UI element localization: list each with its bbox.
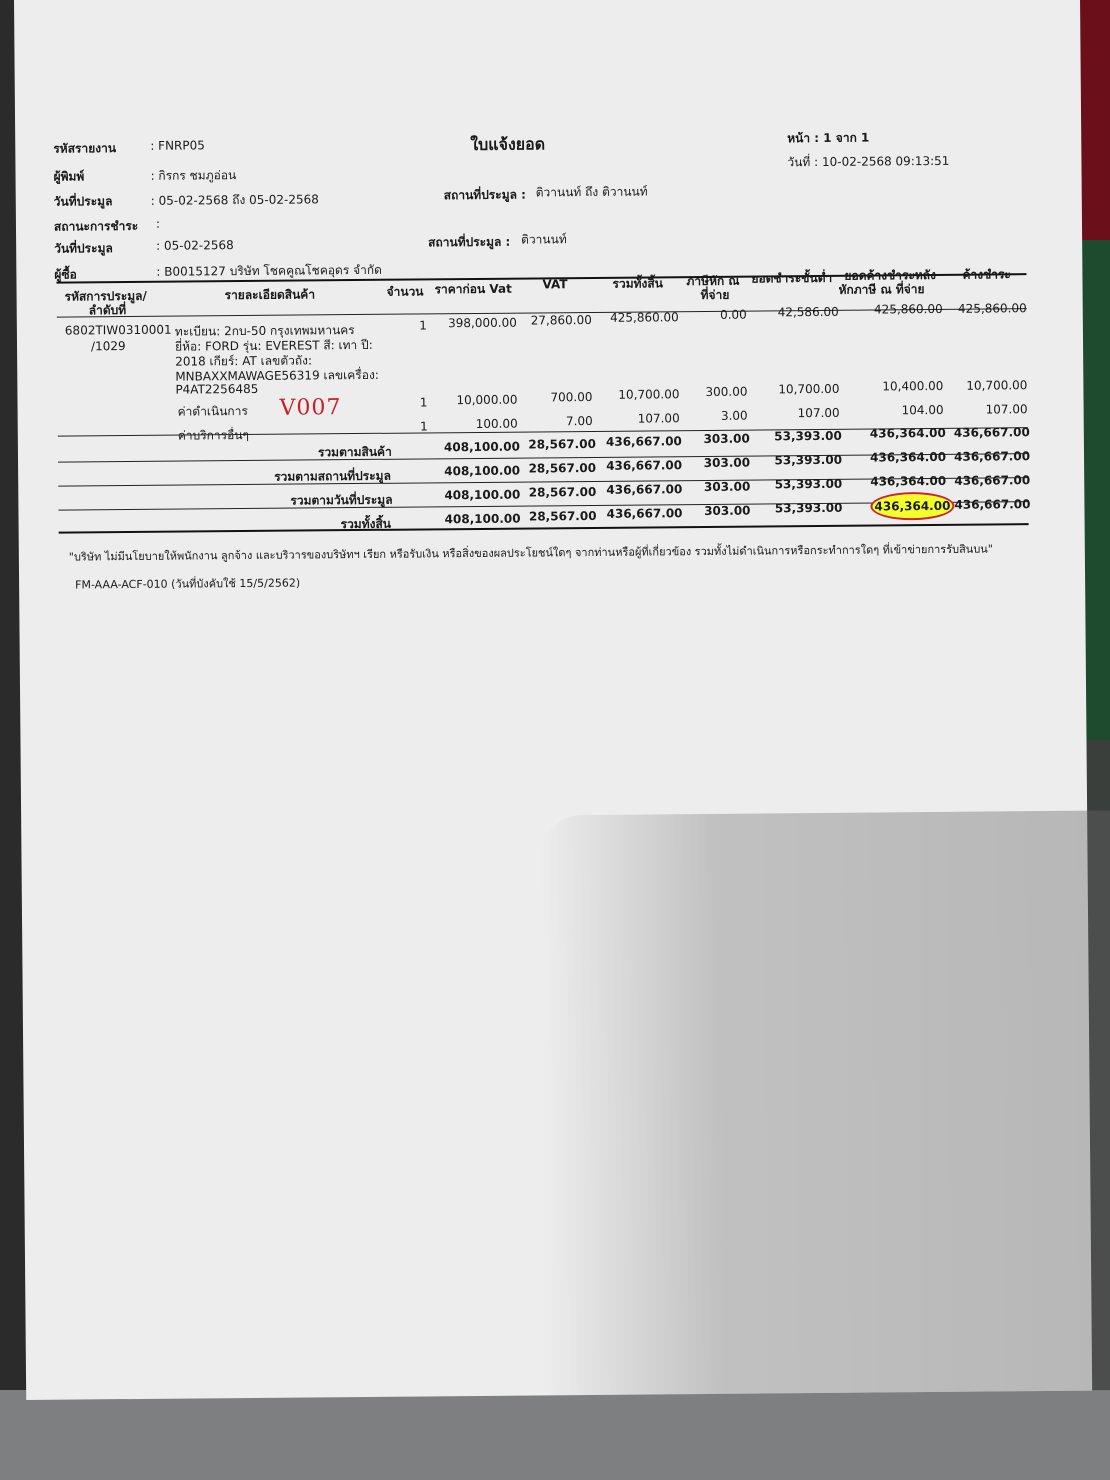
row-qty: 1 — [419, 318, 427, 333]
row-qty: 1 — [420, 419, 428, 434]
page-title: ใบแจ้งยอด — [470, 134, 546, 155]
report-code-label: รหัสรายงาน — [53, 141, 117, 156]
auction-place2-label: สถานที่ประมูล : — [428, 234, 511, 250]
col-outstanding-after-2: หักภาษี ณ ที่จ่าย — [838, 282, 925, 297]
total-vat: 28,567.00 — [528, 484, 597, 500]
shadow — [541, 810, 1110, 1395]
total-outstanding: 436,667.00 — [954, 449, 1031, 464]
total-outstanding-after: 436,364.00 — [870, 449, 947, 465]
total-wht: 303.00 — [703, 455, 751, 470]
total-vat: 28,567.00 — [528, 436, 596, 452]
background-floor — [0, 1390, 1110, 1480]
row-min-pay: 107.00 — [797, 405, 840, 421]
printer-label: ผู้พิมพ์ — [53, 169, 85, 184]
row-qty: 1 — [419, 395, 428, 410]
total-pre-vat: 408,100.00 — [444, 511, 521, 527]
total-min-pay: 53,393.00 — [774, 428, 842, 444]
col-description: รายละเอียดสินค้า — [224, 287, 316, 303]
auction-place2-value: ติวานนท์ — [521, 232, 567, 247]
total-outstanding-after: 436,364.00 — [869, 425, 946, 441]
col-total: รวมทั้งสิ้น — [612, 276, 663, 291]
col-outstanding: ค้างชำระ — [962, 267, 1011, 282]
col-sequence: ลำดับที่ — [88, 303, 127, 318]
auction-place-label: สถานที่ประมูล : — [443, 187, 526, 203]
item-desc-line: MNBAXXMAWAGE56319 เลขเครื่อง: — [175, 367, 379, 384]
total-pre-vat: 408,100.00 — [443, 439, 520, 455]
row-outstanding: 425,860.00 — [957, 301, 1027, 316]
item-desc-line: ทะเบียน: 2กบ-50 กรุงเทพมหานคร — [174, 323, 355, 339]
total-label: รวมตามสถานที่ประมูล — [274, 468, 391, 484]
item-desc-line: 2018 เกียร์: AT เลขตัวถัง: — [175, 353, 313, 369]
col-pre-vat: ราคาก่อน Vat — [434, 281, 512, 297]
highlighted-outstanding-after: 436,364.00 — [870, 492, 954, 521]
col-auction-code: รหัสการประมูล/ — [64, 288, 147, 304]
row-min-pay: 42,586.00 — [777, 304, 839, 320]
disclaimer: "บริษัท ไม่มีนโยบายให้พนักงาน ลูกจ้าง และบริวารของบริษัทฯ เรียก หรือรับเงิน หรือสิ่งของผลประโยชน์ใดๆ จากท่านหรือผู้ที่เกี่ยวข้อง รวมทั้งไม่ดำเนินการหรือกระทำการใดๆ ที่เข้าข่ายการรับสินบน" — [68, 542, 993, 564]
print-date: วันที่ : 10-02-2568 09:13:51 — [787, 153, 950, 170]
payment-status-label: สถานะการชำระ — [53, 218, 139, 234]
item-desc-line: P4AT2256485 — [175, 381, 259, 397]
statement-paper — [14, 0, 1092, 1400]
fee-label: ค่าบริการอื่นๆ — [177, 427, 250, 443]
fee-label: ค่าดำเนินการ — [177, 403, 248, 419]
total-pre-vat: 408,100.00 — [444, 487, 521, 503]
row-pre-vat: 10,000.00 — [456, 392, 518, 408]
form-code: FM-AAA-ACF-010 (วันที่บังคับใช้ 15/5/2562) — [75, 576, 301, 592]
row-outstanding: 10,700.00 — [966, 378, 1028, 393]
auction-date2-value: : 05-02-2568 — [156, 238, 234, 253]
grand-total-label: รวมทั้งสิ้น — [340, 516, 392, 532]
row-total: 10,700.00 — [618, 387, 680, 402]
total-vat: 28,567.00 — [528, 460, 597, 476]
col-min-pay: ยอดชำระขั้นต่ำ — [751, 270, 833, 286]
row-wht: 0.00 — [719, 307, 747, 322]
auction-date-label: วันที่ประมูล — [53, 194, 113, 209]
total-min-pay: 53,393.00 — [774, 476, 843, 492]
total-min-pay: 53,393.00 — [774, 452, 843, 468]
row-outstanding: 107.00 — [985, 402, 1028, 417]
total-outstanding: 436,667.00 — [953, 425, 1030, 440]
row-wht: 300.00 — [705, 384, 748, 399]
col-vat: VAT — [542, 277, 568, 292]
row-vat: 700.00 — [550, 389, 593, 405]
col-wht-2: ที่จ่าย — [700, 287, 730, 303]
row-outstanding-after: 425,860.00 — [873, 301, 943, 317]
row-total: 425,860.00 — [610, 310, 679, 325]
row-outstanding-after: 104.00 — [901, 402, 944, 418]
row-outstanding-after: 10,400.00 — [882, 378, 944, 394]
row-wht: 3.00 — [720, 408, 748, 423]
printer-value: : กิรกร ชมภูอ่อน — [150, 168, 237, 183]
auction-place-value: ติวานนท์ ถึง ติวานนท์ — [535, 184, 648, 200]
row-min-pay: 10,700.00 — [778, 381, 840, 397]
total-total: 436,667.00 — [606, 458, 683, 473]
item-sequence: /1029 — [90, 339, 126, 354]
row-vat: 7.00 — [565, 413, 593, 429]
buyer-value: : B0015127 บริษัท โชคคูณโชคอุดร จำกัด — [156, 262, 382, 279]
payment-status-value: : — [155, 216, 161, 231]
col-wht: ภาษีหัก ณ — [686, 273, 740, 289]
item-code: 6802TIW0310001 — [64, 322, 172, 338]
total-vat: 28,567.00 — [528, 508, 597, 524]
report-code-value: : FNRP05 — [150, 138, 205, 153]
handwritten-note: V007 — [279, 395, 342, 421]
total-outstanding-after: 436,364.00 — [870, 473, 947, 489]
total-total: 436,667.00 — [606, 506, 683, 521]
total-total: 436,667.00 — [605, 434, 682, 449]
auction-date-value: : 05-02-2568 ถึง 05-02-2568 — [150, 192, 319, 208]
total-total: 436,667.00 — [606, 482, 683, 497]
total-label: รวมตามวันที่ประมูล — [290, 492, 393, 508]
total-label: รวมตามสินค้า — [317, 444, 392, 460]
buyer-label: ผู้ซื้อ — [54, 267, 77, 282]
total-min-pay: 53,393.00 — [774, 500, 843, 516]
page-number: หน้า : 1 จาก 1 — [787, 130, 870, 146]
total-outstanding: 436,667.00 — [954, 497, 1031, 512]
row-pre-vat: 398,000.00 — [448, 315, 517, 331]
total-wht: 303.00 — [704, 503, 751, 518]
row-vat: 27,860.00 — [530, 312, 592, 328]
row-total: 107.00 — [637, 411, 680, 426]
total-pre-vat: 408,100.00 — [444, 463, 521, 479]
row-pre-vat: 100.00 — [475, 416, 518, 431]
item-desc-line: ยี่ห้อ: FORD รุ่น: EVEREST สี: เทา ปี: — [174, 337, 373, 354]
table-bottom-rule — [59, 523, 1029, 533]
col-outstanding-after: ยอดค้างชำระหลัง — [844, 267, 937, 283]
total-wht: 303.00 — [703, 431, 750, 446]
auction-date2-label: วันที่ประมูล — [54, 241, 113, 256]
total-wht: 303.00 — [703, 479, 751, 494]
col-qty: จำนวน — [386, 284, 424, 299]
total-outstanding: 436,667.00 — [954, 473, 1031, 488]
